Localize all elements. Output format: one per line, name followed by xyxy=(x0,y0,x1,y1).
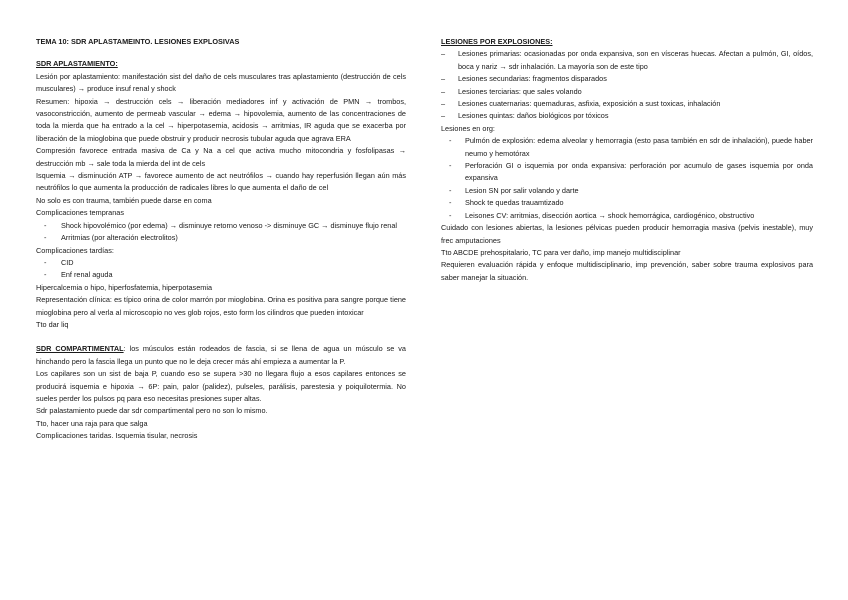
list-item: – Lesiones secundarias: fragmentos disparados xyxy=(441,73,813,85)
paragraph: Compresión favorece entrada masiva de Ca y Na a cel que activa mucho mitocondria y fosfolipasas → destrucción mb → sale toda la mierda del int de cels xyxy=(36,146,406,168)
late-complications-list xyxy=(36,257,406,282)
paragraph: Complicaciones taridas. Isquemia tisular, necrosis xyxy=(36,431,198,441)
list-item: - Lesion SN por salir volando y darte xyxy=(441,185,813,197)
section-heading-explosiones: LESIONES POR EXPLOSIONES: xyxy=(441,37,553,46)
document-title: TEMA 10: SDR APLASTAMEINTO. LESIONES EXPLOSIVAS xyxy=(36,37,240,46)
paragraph: Isquemia → disminución ATP → favorece aumento de act neutrófilos → cuando hay reperfusión llegan aún más neutrófilos lo que aumenta la producción de radicales libres lo que aumenta el daño de cel xyxy=(36,171,406,193)
list-item: - Pulmón de explosión: edema alveolar y hemorragia (esto pasa también en sdr de inhalación), puede haber neumo y hemotórax xyxy=(441,135,813,160)
section-heading-compartimental: SDR COMPARTIMENTAL xyxy=(36,344,124,354)
injury-types-list xyxy=(441,48,813,122)
list-item: – Lesiones primarias: ocasionadas por onda expansiva, son en vísceras huecas. Afectan a pulmón, GI, oídos, boca y nariz → sdr inhalación. La mayoría son de este tipo xyxy=(441,48,813,73)
list-item: – Lesiones terciarias: que sales volando xyxy=(441,86,813,98)
paragraph: Sdr palastamiento puede dar sdr compartimental pero no son lo mismo. xyxy=(36,406,268,416)
list-item: - Enf renal aguda xyxy=(36,269,406,281)
list-item: – Lesiones cuaternarias: quemaduras, asfixia, exposición a sust toxicas, inhalación xyxy=(441,98,813,110)
paragraph: No solo es con trauma, también puede darse en coma xyxy=(36,195,212,205)
organ-injuries-list xyxy=(441,135,813,222)
list-item: - Shock hipovolémico (por edema) → disminuye retorno venoso -> disminuye GC → disminuye flujo renal xyxy=(36,220,406,232)
list-label: Complicaciones tardías: xyxy=(36,245,114,255)
list-item: - Leisones CV: arritmias, disección aortica → shock hemorrágica, cardiogénico, obstructivo xyxy=(441,210,813,222)
list-item: - Perforación GI o isquemia por onda expansiva: perforación por acumulo de gases isquemia por onda expansiva xyxy=(441,160,813,185)
paragraph-compartimental xyxy=(36,343,406,368)
list-item: – Lesiones quintas: daños biológicos por tóxicos xyxy=(441,110,813,122)
paragraph: Tto, hacer una raja para que salga xyxy=(36,418,148,428)
list-item: - Arritmias (por alteración electrolitos) xyxy=(36,232,406,244)
list-item: - Shock te quedas trauamtizado xyxy=(441,197,813,209)
paragraph: Lesión por aplastamiento: manifestación sist del daño de cels musculares tras aplastamiento (destrucción de cels musculares) → produce insuf renal y shock xyxy=(36,71,406,94)
paragraph-text: : los músculos están rodeados de fascia, si se llena de agua un músculo se va hinchando pero la fascia llega un punto que no le deja crecer más ahí empieza a aumentar la P. xyxy=(36,344,406,366)
paragraph: Los capilares son un sist de baja P, cuando eso se supera >30 no llegara flujo a esos capilares entonces se producirá isquemia e hipoxia → 6P: pain, palor (palidez), pulseles, parálisis, parestesia y poiquilotermia. No sueles perder los pulsos pq para eso necesitas presiones super altas. xyxy=(36,369,406,403)
list-label: Lesiones en org: xyxy=(441,123,495,133)
list-item: - CID xyxy=(36,257,406,269)
list-label: Complicaciones tempranas xyxy=(36,208,125,218)
paragraph: Tto ABCDE prehospitalario, TC para ver daño, imp manejo multidisciplinar xyxy=(441,247,681,257)
early-complications-list xyxy=(36,220,406,245)
left-column xyxy=(36,36,406,443)
paragraph: Cuidado con lesiones abiertas, la lesiones pélvicas pueden producir hemorragia masiva (pelvis inestable), muy frec amputaciones xyxy=(441,223,813,245)
paragraph: Requieren evaluación rápida y enfoque multidisciplinario, imp prevención, saber sobre trauma explosivos para saber manejar la situación. xyxy=(441,260,813,282)
right-column xyxy=(441,36,813,284)
paragraph: Resumen: hipoxia → destrucción cels → liberación mediadores inf y activación de PMN → trombos, vasoconstricción, aumento de permeab vascular → edema → hipovolemia, aumento de las concentraciones de toda la mierda que ha entrado a la cel → hiperpotasemia, acidosis → arritmias, IR aguda que se exacerba por liberación de la mioglobina que puede obstruir y producir necrosis tubular aguda que agrava ERA xyxy=(36,96,406,143)
section-heading-aplastamiento: SDR APLASTAMIENTO: xyxy=(36,59,118,69)
paragraph: Tto dar liq xyxy=(36,319,69,329)
paragraph: Representación clínica: es típico orina de color marrón por mioglobina. Orina es positiva para sangre porque tiene mioglobina pero al verla al microscopio no ves glob rojos, esto form los cilindros que pueden intoxicar xyxy=(36,295,406,317)
paragraph: Hipercalcemia o hipo, hiperfosfatemia, hiperpotasemia xyxy=(36,282,213,292)
